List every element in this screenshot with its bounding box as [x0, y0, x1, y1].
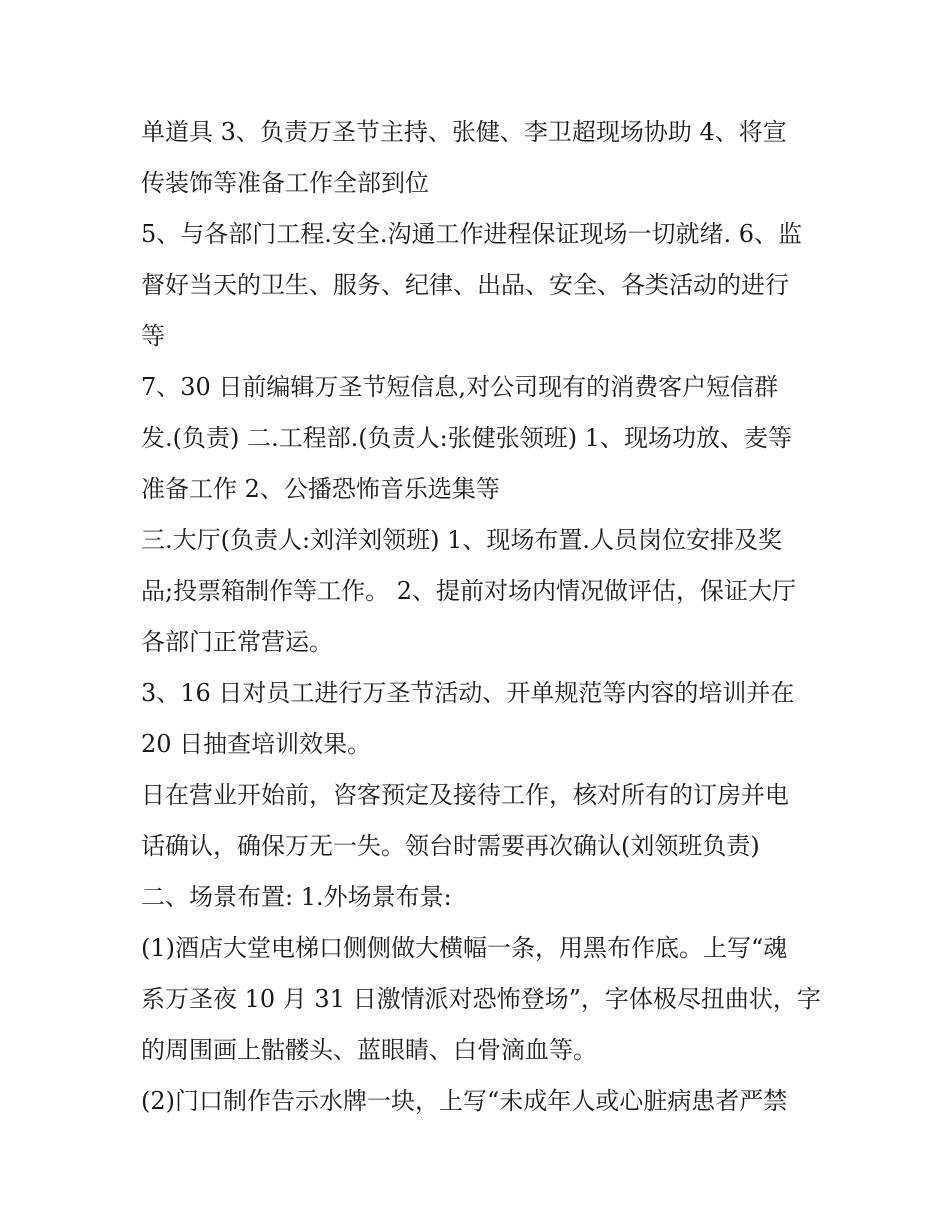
text-line: 20 日抽查培训效果。	[141, 730, 372, 758]
text-line: (2)门口制作告示水牌一块，上写“未成年人或心脏病患者严禁	[141, 1087, 788, 1115]
text-line: 单道具 3、负责万圣节主持、张健、李卫超现场协助 4、将宣	[141, 118, 787, 146]
text-line: 二、场景布置: 1.外场景布景:	[141, 883, 452, 911]
text-line: 品;投票箱制作等工作。 2、提前对场内情况做评估，保证大厅	[141, 577, 796, 605]
text-line: 的周围画上骷髅头、蓝眼睛、白骨滴血等。	[141, 1036, 597, 1064]
text-line: 督好当天的卫生、服务、纪律、出品、安全、各类活动的进行	[141, 271, 789, 299]
text-line: 传装饰等准备工作全部到位	[141, 169, 429, 197]
document-body	[141, 107, 821, 1127]
text-line: 5、与各部门工程.安全.沟通工作进程保证现场一切就绪. 6、监	[141, 220, 803, 248]
text-line: 三.大厅(负责人:刘洋刘领班) 1、现场布置.人员岗位安排及奖	[141, 526, 782, 554]
text-line: 3、16 日对员工进行万圣节活动、开单规范等内容的培训并在	[141, 679, 795, 707]
text-line: 7、30 日前编辑万圣节短信息,对公司现有的消费客户短信群	[141, 373, 779, 401]
text-line: 各部门正常营运。	[141, 628, 333, 656]
text-line: 系万圣夜 10 月 31 日激情派对恐怖登场”，字体极尽扭曲状，字	[141, 985, 821, 1013]
text-line: 准备工作 2、公播恐怖音乐选集等	[141, 475, 500, 503]
text-line: 话确认，确保万无一失。领台时需要再次确认(刘领班负责)	[141, 832, 760, 860]
text-line: 等	[141, 322, 165, 350]
text-line: 发.(负责) 二.工程部.(负责人:张健张领班) 1、现场功放、麦等	[141, 424, 792, 452]
text-line: (1)酒店大堂电梯口侧侧做大横幅一条，用黑布作底。上写“魂	[141, 934, 788, 962]
text-line: 日在营业开始前，咨客预定及接待工作，核对所有的订房并电	[141, 781, 789, 809]
